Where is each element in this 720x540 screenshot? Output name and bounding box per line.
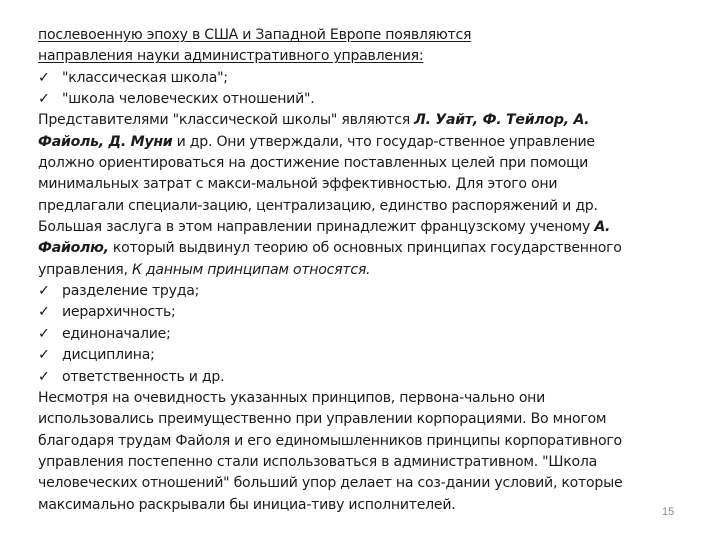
intro-line-1: послевоенную эпоху в США и Западной Европе появляются [38, 27, 472, 43]
principle-label: ответственность и др. [62, 368, 225, 385]
text-run: Большая заслуга в этом направлении принадлежит французскому ученому [38, 219, 595, 236]
paragraph-2-line: человеческих отношений" больший упор делает на соз-дании условий, которые [38, 475, 623, 492]
principle-label: разделение труда; [62, 283, 200, 300]
school-label: "классическая школа"; [62, 69, 228, 86]
paragraph-2-line: благодаря трудам Файоля и его единомышленников принципы корпоративного [38, 432, 622, 449]
principle-item [38, 302, 718, 323]
name-emphasis: Файолю, [38, 240, 109, 257]
paragraph-1-line [38, 260, 718, 281]
principle-item [38, 367, 718, 388]
paragraph-2-line: Несмотря на очевидность указанных принципов, первона-чально они [38, 389, 546, 406]
checkmark-icon: ✓ [38, 347, 50, 364]
checkmark-icon: ✓ [38, 368, 50, 385]
paragraph-1-line [38, 238, 718, 259]
principle-label: иерархичность; [62, 304, 176, 321]
school-item [38, 68, 718, 89]
checkmark-icon: ✓ [38, 283, 50, 300]
intro-line-2-text: направления науки административного управления: [38, 48, 424, 65]
checkmark-icon: ✓ [38, 69, 50, 86]
paragraph-1-line [38, 217, 718, 238]
paragraph-1-line: предлагали специали-зацию, централизацию, единство распоряжений и др. [38, 197, 598, 214]
paragraph-1-line: должно ориентироваться на достижение поставленных целей при помощи [38, 155, 589, 172]
names-emphasis: Л. Уайт, Ф. Тейлор, А. [414, 112, 590, 129]
checkmark-icon: ✓ [38, 91, 50, 108]
page-number: 15 [662, 506, 675, 518]
text-run: управления, [38, 261, 132, 278]
school-label: "школа человеческих отношений". [62, 91, 315, 108]
checkmark-icon: ✓ [38, 325, 50, 342]
paragraph-2-line: управления постепенно стали использоваться в административном. "Школа [38, 453, 597, 470]
principle-label: дисциплина; [62, 347, 155, 364]
principle-label: единоначалие; [62, 325, 171, 342]
paragraph-1-line [38, 132, 718, 153]
checkmark-icon: ✓ [38, 304, 50, 321]
slide-body-text [38, 25, 718, 516]
principle-item [38, 281, 718, 302]
principle-item [38, 324, 718, 345]
paragraph-1-line [38, 110, 718, 131]
text-run: Представителями "классической школы" являются [38, 112, 415, 129]
principle-item [38, 345, 718, 366]
intro-line-2 [38, 46, 718, 67]
italic-phrase: К данным принципам относятся. [131, 261, 371, 278]
paragraph-1-line: минимальных затрат с макси-мальной эффективностью. Для этого они [38, 176, 558, 193]
paragraph-2-line: максимально раскрывали бы инициа-тиву исполнителей. [38, 496, 456, 513]
text-run: и др. Они утверждали, что государ-ственное управление [172, 133, 595, 150]
name-emphasis: А. [594, 219, 611, 236]
text-run: который выдвинул теорию об основных принципах государственного [108, 240, 622, 257]
names-emphasis: Файоль, Д. Муни [38, 133, 173, 150]
paragraph-2-line: использовались преимущественно при управлении корпорациями. Во многом [38, 411, 607, 428]
school-item [38, 89, 718, 110]
